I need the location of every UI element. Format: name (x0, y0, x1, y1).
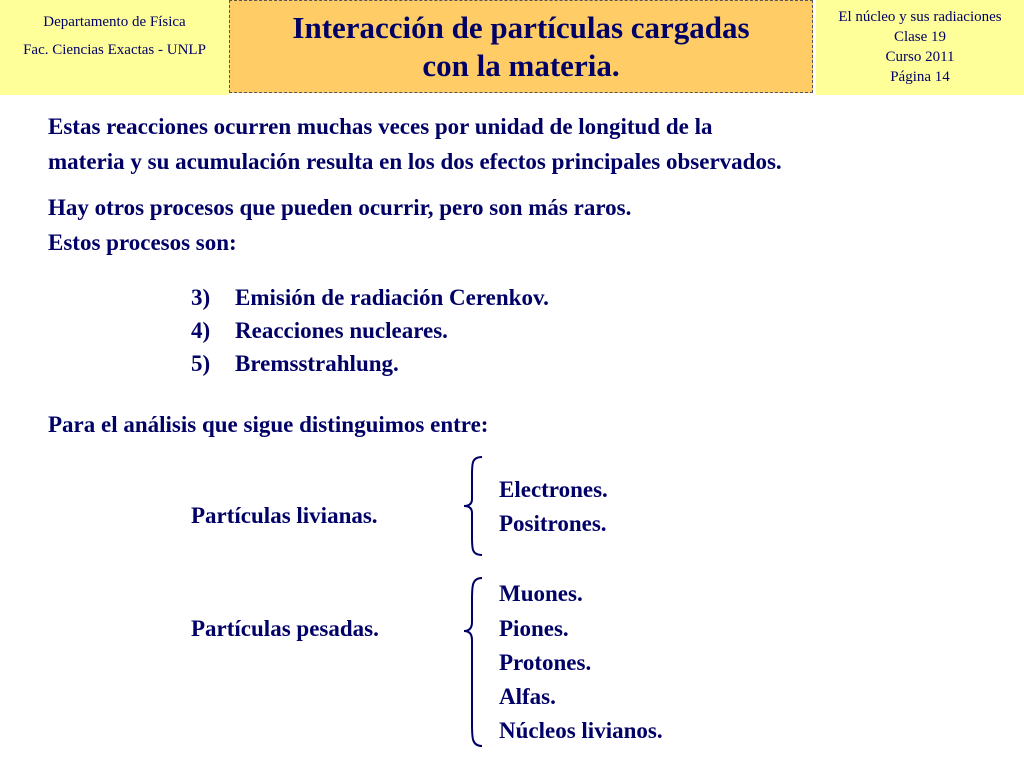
course-year: Curso 2011 (885, 49, 955, 65)
faculty-name: Fac. Ciencias Exactas - UNLP (23, 42, 206, 58)
heavy-particle-item: Protones. (499, 650, 592, 675)
slide-title (229, 0, 813, 93)
heavy-particle-item: Muones. (499, 581, 583, 606)
course-topic: El núcleo y sus radiaciones (838, 9, 1002, 25)
list-item-text: Emisión de radiación Cerenkov. (235, 285, 549, 310)
list-item-text: Bremsstrahlung. (235, 351, 399, 376)
light-particle-item: Electrones. (499, 477, 608, 502)
paragraph-1-line-1: Estas reacciones ocurren muchas veces por unidad de longitud de la (48, 114, 713, 139)
list-item-text: Reacciones nucleares. (235, 318, 448, 343)
heavy-particle-item: Piones. (499, 616, 569, 641)
page-number: Página 14 (890, 69, 950, 85)
department-name: Departamento de Física (43, 14, 186, 30)
list-item (191, 314, 448, 348)
light-particle-item: Positrones. (499, 511, 607, 536)
list-item-number: 4) (191, 318, 211, 343)
header-left-panel (0, 0, 229, 95)
slide-title-line1: Interacción de partículas cargadas (292, 10, 750, 45)
class-number: Clase 19 (893, 29, 947, 45)
paragraph-1-line-2: materia y su acumulación resulta en los dos efectos principales observados. (48, 149, 782, 174)
heavy-particles-brace (460, 576, 486, 748)
light-particles-brace (460, 455, 486, 557)
analysis-intro: Para el análisis que sigue distinguimos entre: (48, 412, 489, 437)
heavy-particle-item: Núcleos livianos. (499, 718, 663, 743)
header-right-panel (816, 0, 1024, 95)
list-item-number: 5) (191, 351, 211, 376)
list-item-number: 3) (191, 285, 211, 310)
light-particles-label: Partículas livianas. (191, 503, 378, 528)
slide-title-line2: con la materia. (422, 48, 620, 83)
paragraph-2-line-2: Estos procesos son: (48, 230, 237, 255)
heavy-particles-label: Partículas pesadas. (191, 616, 379, 641)
paragraph-2-line-1: Hay otros procesos que pueden ocurrir, pero son más raros. (48, 195, 632, 220)
list-item (191, 347, 399, 381)
heavy-particle-item: Alfas. (499, 684, 556, 709)
list-item (191, 281, 549, 315)
